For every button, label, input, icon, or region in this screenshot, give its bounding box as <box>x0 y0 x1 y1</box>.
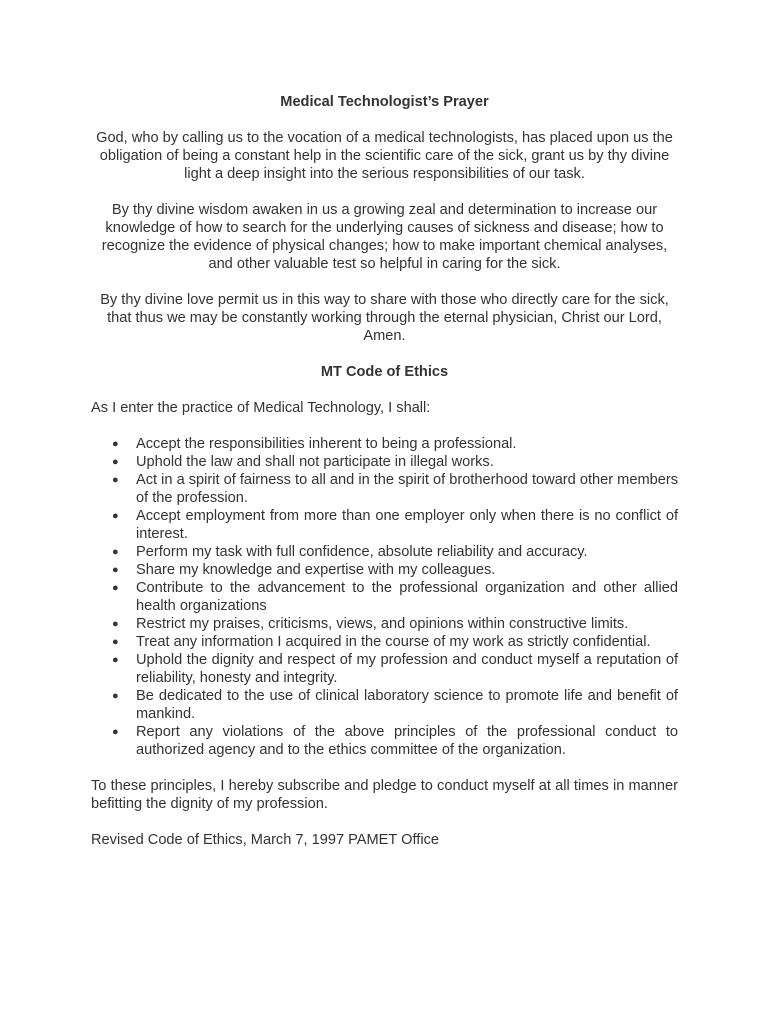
list-item-text: Act in a spirit of fairness to all and in the spirit of brotherhood toward other members of the profession. <box>136 472 678 506</box>
bullet-icon: ● <box>112 636 119 648</box>
list-item <box>91 633 678 651</box>
bullet-icon: ● <box>112 474 119 486</box>
prayer-paragraph-2: By thy divine wisdom awaken in us a growing zeal and determination to increase our knowledge of how to search for the underlying causes of sickness and disease; how to recognize the evidence of physical changes; how to make important chemical analyses, and other valuable test so helpful in caring for the sick. <box>101 202 668 272</box>
list-item-text: Share my knowledge and expertise with my colleagues. <box>136 562 496 578</box>
revision-note: Revised Code of Ethics, March 7, 1997 PAMET Office <box>91 832 439 848</box>
pledge-paragraph: To these principles, I hereby subscribe and pledge to conduct myself at all times in manner befitting the dignity of my profession. <box>91 778 678 812</box>
prayer-paragraph-1: God, who by calling us to the vocation of a medical technologists, has placed upon us the obligation of being a constant help in the scientific care of the sick, grant us by thy divine light a deep insight into the serious responsibilities of our task. <box>96 130 673 182</box>
list-item-text: Treat any information I acquired in the course of my work as strictly confidential. <box>136 634 651 650</box>
ethics-title: MT Code of Ethics <box>320 364 449 380</box>
bullet-icon: ● <box>112 654 119 666</box>
prayer-paragraph-3: By thy divine love permit us in this way to share with those who directly care for the sick, that thus we may be constantly working through the eternal physician, Christ our Lord, Amen. <box>100 292 669 344</box>
prayer-title: Medical Technologist’s Prayer <box>280 94 489 110</box>
list-item <box>91 651 678 687</box>
list-item <box>91 723 678 759</box>
bullet-icon: ● <box>112 510 119 522</box>
bullet-icon: ● <box>112 564 119 576</box>
list-item <box>91 561 678 579</box>
list-item <box>91 687 678 723</box>
list-item <box>91 543 678 561</box>
bullet-icon: ● <box>112 690 119 702</box>
list-item <box>91 453 678 471</box>
list-item-text: Uphold the law and shall not participate in illegal works. <box>136 454 494 470</box>
list-item-text: Accept employment from more than one employer only when there is no conflict of interest. <box>136 508 678 542</box>
list-item <box>91 579 678 615</box>
list-item <box>91 615 678 633</box>
bullet-icon: ● <box>112 438 119 450</box>
bullet-icon: ● <box>112 582 119 594</box>
list-item <box>91 471 678 507</box>
bullet-icon: ● <box>112 618 119 630</box>
list-item-text: Perform my task with full confidence, absolute reliability and accuracy. <box>136 544 588 560</box>
list-item-text: Accept the responsibilities inherent to being a professional. <box>136 436 517 452</box>
bullet-icon: ● <box>112 546 119 558</box>
list-item-text: Be dedicated to the use of clinical laboratory science to promote life and benefit of mankind. <box>136 688 678 722</box>
ethics-intro: As I enter the practice of Medical Technology, I shall: <box>91 400 431 416</box>
list-item-text: Restrict my praises, criticisms, views, and opinions within constructive limits. <box>136 616 629 632</box>
bullet-icon: ● <box>112 726 119 738</box>
list-item <box>91 507 678 543</box>
list-item-text: Report any violations of the above principles of the professional conduct to authorized agency and to the ethics committee of the organization. <box>136 724 678 758</box>
document-body <box>91 93 678 849</box>
list-item <box>91 435 678 453</box>
list-item-text: Uphold the dignity and respect of my profession and conduct myself a reputation of reliability, honesty and integrity. <box>136 652 678 686</box>
list-item-text: Contribute to the advancement to the professional organization and other allied health organizations <box>136 580 678 614</box>
bullet-icon: ● <box>112 456 119 468</box>
ethics-list <box>91 435 678 759</box>
